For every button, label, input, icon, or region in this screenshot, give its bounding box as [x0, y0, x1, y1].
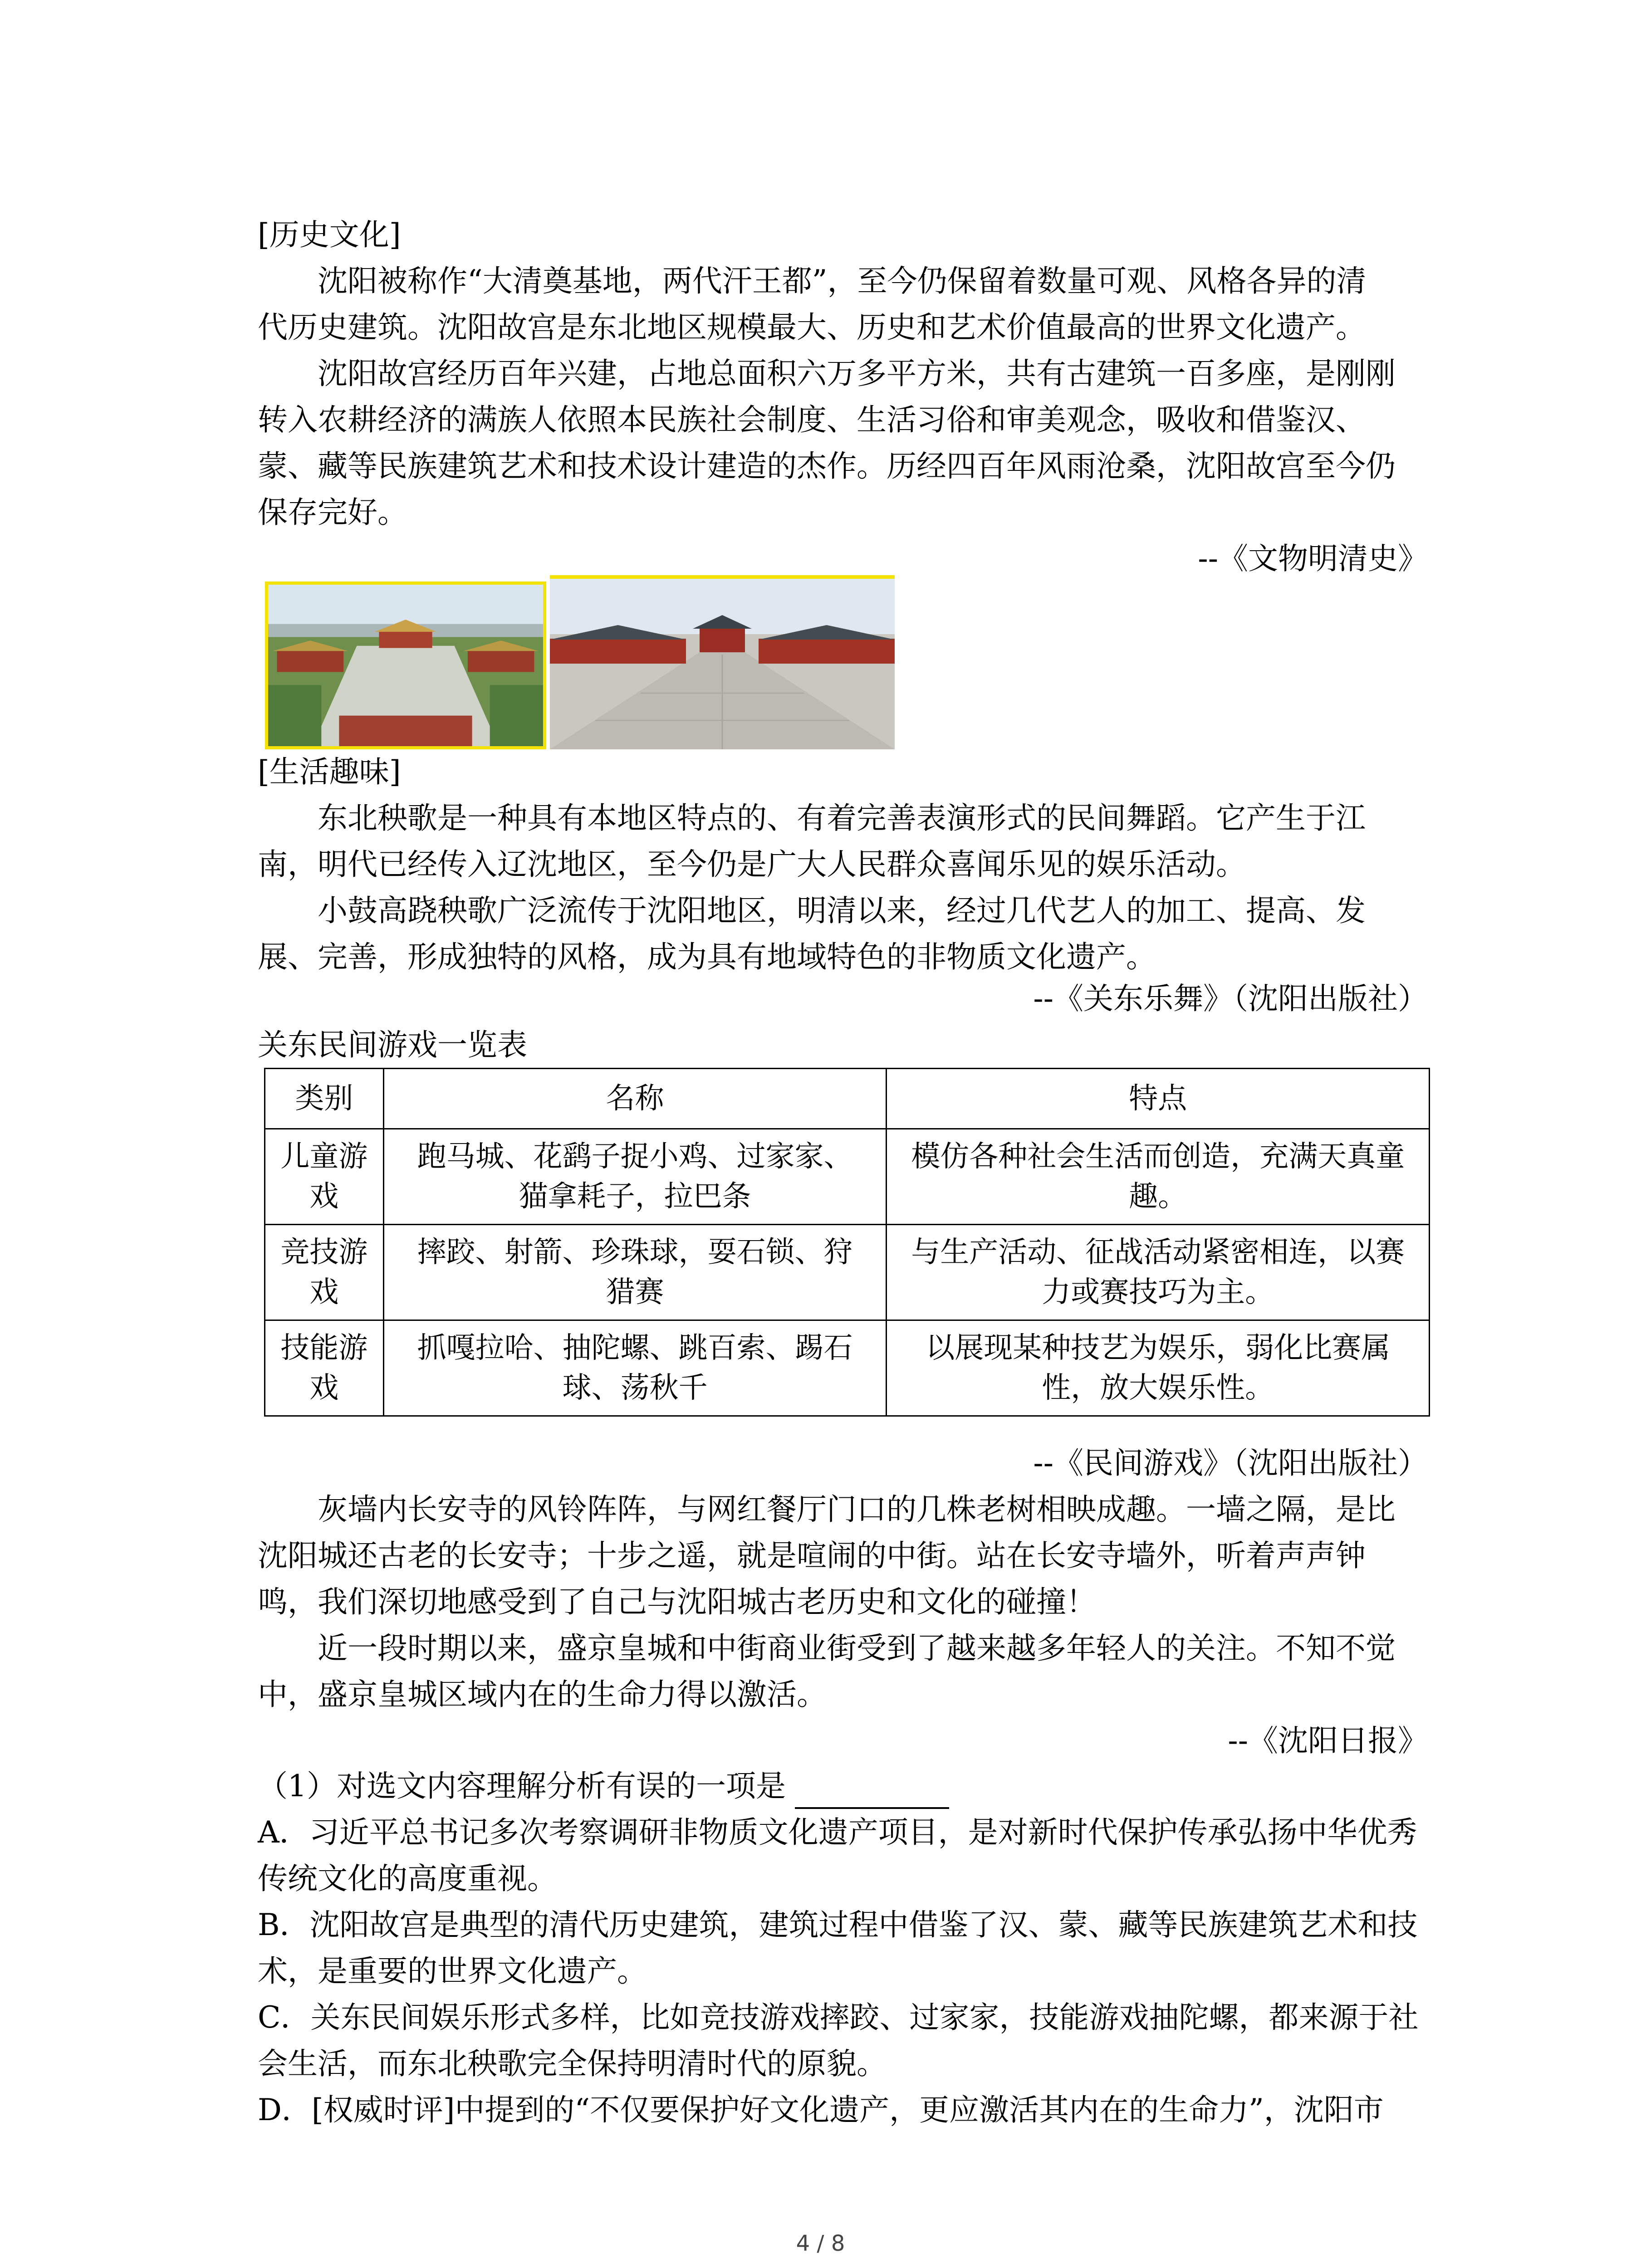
paragraph-line: 保存完好。	[258, 495, 407, 530]
table-row	[265, 1320, 1430, 1416]
answer-blank[interactable]	[795, 1780, 949, 1809]
paragraph-line: 近一段时期以来，盛京皇城和中街商业街受到了越来越多年轻人的关注。不知不觉	[318, 1631, 1396, 1666]
table-cell-features: 与生产活动、征战活动紧密相连，以赛 力或赛技巧为主。	[887, 1225, 1430, 1320]
paragraph-line: 灰墙内长安寺的风铃阵阵，与网红餐厅门口的几株老树相映成趣。一墙之隔，是比	[318, 1492, 1396, 1527]
palace-aerial-photo	[265, 582, 546, 749]
table-row	[265, 1129, 1430, 1225]
paragraph-line: 转入农耕经济的满族人依照本民族社会制度、生活习俗和审美观念，吸收和借鉴汉、	[258, 402, 1366, 437]
table-cell-category: 儿童游 戏	[265, 1129, 384, 1225]
table-cell-names: 抓嘎拉哈、抽陀螺、跳百索、踢石 球、荡秋千	[383, 1320, 887, 1416]
column-header: 类别	[265, 1069, 384, 1129]
table-header-row	[265, 1069, 1430, 1129]
folk-games-table	[264, 1068, 1430, 1417]
paragraph-line: 展、完善，形成独特的风格，成为具有地域特色的非物质文化遗产。	[258, 939, 1156, 974]
table-cell-features: 以展现某种技艺为娱乐，弱化比赛属 性，放大娱乐性。	[887, 1320, 1430, 1416]
paragraph-line: 东北秧歌是一种具有本地区特点的、有着完善表演形式的民间舞蹈。它产生于江	[318, 801, 1366, 836]
option-a-line: 传统文化的高度重视。	[258, 1861, 557, 1896]
source-citation: --《沈阳日报》	[1228, 1723, 1428, 1758]
page-number: 4 / 8	[796, 2231, 845, 2256]
table-row	[265, 1225, 1430, 1320]
option-a-line: A．习近平总书记多次考察调研非物质文化遗产项目，是对新时代保护传承弘扬中华优秀	[258, 1815, 1417, 1850]
table-caption: 关东民间游戏一览表	[258, 1027, 527, 1062]
paragraph-line: 代历史建筑。沈阳故宫是东北地区规模最大、历史和艺术价值最高的世界文化遗产。	[258, 310, 1366, 345]
question-stem: （1）对选文内容理解分析有误的一项是	[258, 1764, 949, 1809]
paragraph-line: 南，明代已经传入辽沈地区，至今仍是广大人民群众喜闻乐见的娱乐活动。	[258, 847, 1246, 882]
paragraph-line: 沈阳城还古老的长安寺；十步之遥，就是喧闹的中街。站在长安寺墙外，听着声声钟	[258, 1538, 1366, 1573]
option-c-line: 会生活，而东北秧歌完全保持明清时代的原貌。	[258, 2046, 887, 2081]
table-cell-names: 摔跤、射箭、珍珠球，耍石锁、狩 猎赛	[383, 1225, 887, 1320]
source-citation: --《文物明清史》	[1198, 541, 1428, 576]
option-b-line: 术，是重要的世界文化遗产。	[258, 1954, 647, 1989]
paragraph-line: 沈阳故宫经历百年兴建，占地总面积六万多平方米，共有古建筑一百多座，是刚刚	[318, 356, 1396, 391]
option-c-line: C．关东民间娱乐形式多样，比如竞技游戏摔跤、过家家，技能游戏抽陀螺，都来源于社	[258, 2000, 1419, 2035]
column-header: 特点	[887, 1069, 1430, 1129]
table-cell-category: 竞技游 戏	[265, 1225, 384, 1320]
paragraph-line: 蒙、藏等民族建筑艺术和技术设计建造的杰作。历经四百年风雨沧桑，沈阳故宫至今仍	[258, 449, 1396, 484]
table-cell-names: 跑马城、花鹞子捉小鸡、过家家、 猫拿耗子，拉巴条	[383, 1129, 887, 1225]
paragraph-line: 鸣，我们深切地感受到了自己与沈阳城古老历史和文化的碰撞！	[258, 1584, 1096, 1619]
table-cell-features: 模仿各种社会生活而创造，充满天真童 趣。	[887, 1129, 1430, 1225]
section-heading-history: [历史文化]	[258, 217, 401, 252]
option-d-line: D．[权威时评]中提到的“不仅要保护好文化遗产，更应激活其内在的生命力”，沈阳市	[258, 2092, 1384, 2127]
source-citation: --《民间游戏》（沈阳出版社）	[1033, 1446, 1428, 1481]
palace-courtyard-photo	[550, 575, 895, 749]
paragraph-line: 中，盛京皇城区域内在的生命力得以激活。	[258, 1677, 827, 1712]
table-cell-category: 技能游 戏	[265, 1320, 384, 1416]
paragraph-line: 沈阳被称作“大清奠基地，两代汗王都”，至今仍保留着数量可观、风格各异的清	[318, 264, 1367, 298]
option-b-line: B．沈阳故宫是典型的清代历史建筑，建筑过程中借鉴了汉、蒙、藏等民族建筑艺术和技	[258, 1907, 1418, 1942]
source-citation: --《关东乐舞》（沈阳出版社）	[1033, 981, 1428, 1016]
paragraph-line: 小鼓高跷秧歌广泛流传于沈阳地区，明清以来，经过几代艺人的加工、提高、发	[318, 893, 1366, 928]
column-header: 名称	[383, 1069, 887, 1129]
section-heading-life: [生活趣味]	[258, 754, 401, 789]
